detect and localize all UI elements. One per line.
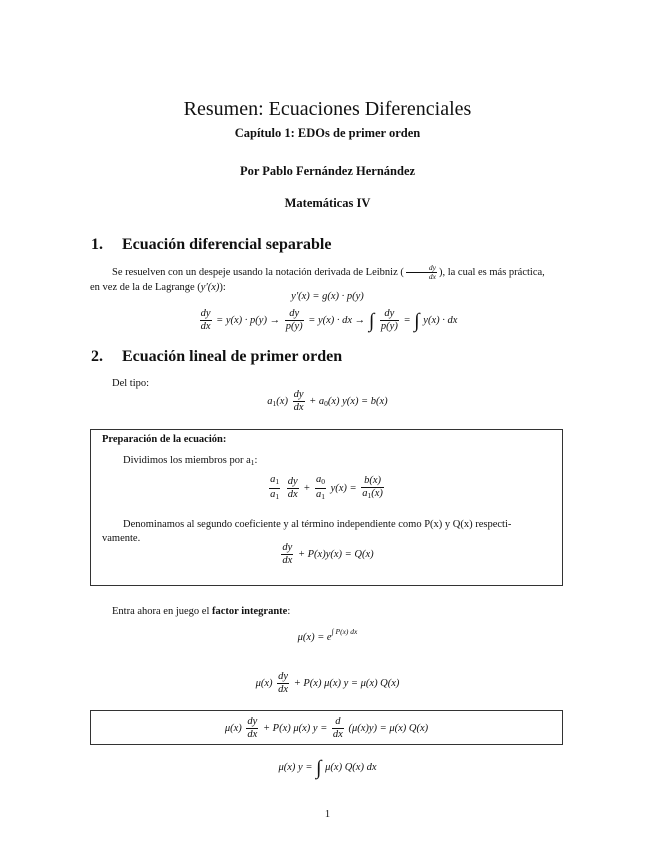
eq2-f1-den: dx xyxy=(200,321,211,332)
prep-f2-den: dx xyxy=(287,489,298,500)
page-number: 1 xyxy=(324,809,331,820)
boxed-f1-den: dx xyxy=(247,729,258,740)
intro-text-b: ), la cual es más práctica, xyxy=(438,266,545,278)
section-2-heading xyxy=(91,348,342,366)
eq2-f3-num: dy xyxy=(380,308,399,321)
boxed-equation xyxy=(91,716,562,741)
eq2-f2-num: dy xyxy=(285,308,304,321)
prep-f3-num-sub: 0 xyxy=(321,477,325,486)
preparation-text-1 xyxy=(123,454,257,470)
lagrange-notation: y′(x) xyxy=(200,282,220,293)
boxed-b: + P(x) μ(x) y = xyxy=(262,722,328,734)
type-a1-sub: 1 xyxy=(272,398,277,408)
type-f-den: dx xyxy=(293,402,304,413)
factor-text-bold: factor integrante xyxy=(212,606,288,617)
prep-f3-den-sub: 1 xyxy=(321,492,325,501)
section-1-title: Ecuación diferencial separable xyxy=(122,236,332,253)
integral-sign-2: ∫ xyxy=(414,309,420,332)
boxed-a: μ(x) xyxy=(224,722,242,734)
integrating-factor-text xyxy=(112,605,290,619)
prep-f3-num: a xyxy=(315,474,322,485)
document-title: Resumen: Ecuaciones Diferenciales xyxy=(183,98,472,120)
prep-text2-line1: Denominamos al segundo coeficiente y al término independiente como P(x) y Q(x) respecti- xyxy=(123,519,512,530)
preparation-heading: Preparación de la ecuación: xyxy=(102,434,227,445)
equation-separable-2 xyxy=(0,308,655,333)
factor-text-c: : xyxy=(287,606,291,617)
eq2-f2-den: p(y) xyxy=(285,321,303,332)
type-f-num: dy xyxy=(293,389,304,400)
prep-f1-num: a xyxy=(270,474,276,485)
prep-text1-sub: 1 xyxy=(250,458,255,467)
prep-f4-den: a xyxy=(362,488,368,499)
std-f-num: dy xyxy=(282,542,293,553)
type-a1-arg: (x) xyxy=(276,395,288,407)
boxed-f2-num: d xyxy=(332,716,344,729)
boxed-f2-den: dx xyxy=(332,729,343,740)
boxed-equation-frame xyxy=(90,710,563,745)
std-rest: + P(x)y(x) = Q(x) xyxy=(297,548,374,560)
equation-linear-type xyxy=(0,389,655,414)
prep-text1: Dividimos los miembros por a xyxy=(123,455,251,466)
document-course: Matemáticas IV xyxy=(284,196,371,210)
prep-text1-end: : xyxy=(254,455,258,466)
eq2-t4: y(x) · dx xyxy=(423,314,458,326)
intro-text-a: Se resuelven con un despeje usando la notación derivada de Leibniz ( xyxy=(112,266,404,278)
final-equation xyxy=(0,756,655,779)
boxed-c: (μ(x)y) = μ(x) Q(x) xyxy=(348,722,429,734)
integrating-factor-equation xyxy=(0,627,655,643)
mult-f-den: dx xyxy=(278,684,289,695)
integral-sign-1: ∫ xyxy=(368,309,375,332)
document-subtitle: Capítulo 1: EDOs de primer orden xyxy=(234,126,421,140)
section-2-number: 2. xyxy=(91,348,103,365)
type-a0-sub: 0 xyxy=(324,398,328,408)
prep-f4-num: b(x) xyxy=(361,475,384,488)
eq2-f1-num: dy xyxy=(200,308,211,319)
prep-f4-den-end: (x) xyxy=(371,488,383,499)
section-2-title: Ecuación lineal de primer orden xyxy=(122,348,343,365)
section-1-number: 1. xyxy=(91,236,103,253)
leibniz-num: dy xyxy=(406,264,437,273)
prep-f1-den: a xyxy=(270,489,276,500)
integral-sign-3: ∫ xyxy=(316,756,322,779)
eq2-t1: = y(x) · p(y) → xyxy=(216,314,281,326)
type-rest: (x) y(x) = b(x) xyxy=(327,395,388,407)
intro-line2-b: ): xyxy=(219,282,226,293)
mult-b: + P(x) μ(x) y = μ(x) Q(x) xyxy=(293,677,400,689)
std-f-den: dx xyxy=(282,555,293,566)
factor-text-a: Entra ahora en juego el xyxy=(112,606,210,617)
final-a: μ(x) y = xyxy=(278,762,313,773)
prep-f2-num: dy xyxy=(287,476,298,487)
prep-f3-den: a xyxy=(315,489,322,500)
prep-text2-line2: vamente. xyxy=(102,533,141,544)
section-1-heading xyxy=(91,236,331,254)
boxed-f1-num: dy xyxy=(247,716,258,727)
eq2-t2: = y(x) · dx → xyxy=(308,314,366,326)
leibniz-fraction xyxy=(406,264,437,281)
prep-mid: y(x) = xyxy=(330,482,357,494)
document-author: Por Pablo Fernández Hernández xyxy=(239,164,416,178)
prep-f1-den-sub: 1 xyxy=(275,492,280,501)
preparation-equation xyxy=(91,474,562,503)
mu-exp: ∫ P(x) dx xyxy=(331,627,358,636)
leibniz-den: dx xyxy=(428,272,436,281)
standard-form-equation xyxy=(91,542,562,567)
prep-plus: + xyxy=(303,482,311,494)
prep-f4-den-sub: 1 xyxy=(367,491,372,500)
prep-f1-num-sub: 1 xyxy=(275,477,280,486)
intro-line2-a: en vez de la de Lagrange ( xyxy=(90,282,201,293)
mult-a: μ(x) xyxy=(255,677,273,689)
eq2-t3: = xyxy=(403,314,411,326)
equation-separable-1: y′(x) = g(x) · p(y) xyxy=(291,291,364,302)
eq2-f3-den: p(y) xyxy=(380,321,398,332)
preparation-box xyxy=(90,429,563,586)
mu-lhs: μ(x) = e xyxy=(297,632,332,643)
section-2-intro: Del tipo: xyxy=(112,378,150,389)
type-plus: + a xyxy=(309,395,325,407)
multiplied-equation xyxy=(0,671,655,696)
final-b: μ(x) Q(x) dx xyxy=(325,762,377,773)
type-a1: a xyxy=(267,395,273,407)
mult-f-num: dy xyxy=(278,671,289,682)
